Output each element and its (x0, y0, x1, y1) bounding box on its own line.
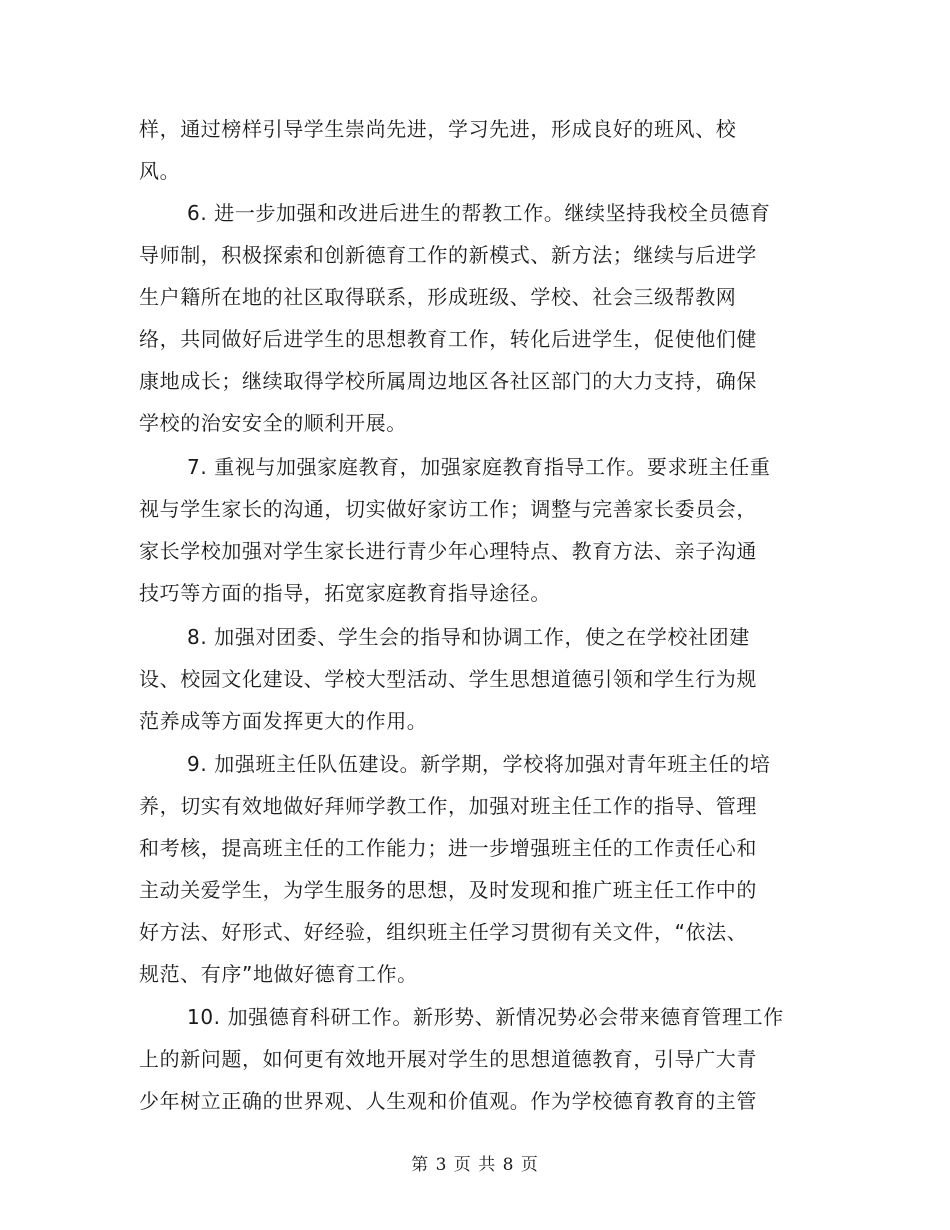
body-text-line: 好方法、好形式、好经验，组织班主任学习贯彻有关文件，“依法、 (139, 920, 748, 944)
body-text-line: 风。 (139, 159, 181, 183)
body-text-line: 范养成等方面发挥更大的作用。 (139, 709, 428, 733)
page-number-footer (0, 1153, 950, 1177)
body-text-line: 视与学生家长的沟通，切实做好家访工作；调整与完善家长委员会， (139, 497, 757, 521)
body-text-line: 络，共同做好后进学生的思想教育工作，转化后进学生，促使他们健 (139, 327, 757, 351)
paragraph-6-start: 6. 进一步加强和改进后进生的帮教工作。继续坚持我校全员德育 (187, 201, 771, 225)
body-text-line: 养，切实有效地做好拜师学教工作，加强对班主任工作的指导、管理 (139, 794, 757, 818)
body-text-line: 设、校园文化建设、学校大型活动、学生思想道德引领和学生行为规 (139, 667, 757, 691)
body-text-line: 技巧等方面的指导，拓宽家庭教育指导途径。 (139, 581, 551, 605)
current-page-number: 3 (435, 1155, 448, 1175)
page-label-prefix: 第 (411, 1155, 430, 1175)
paragraph-9-start: 9. 加强班主任队伍建设。新学期，学校将加强对青年班主任的培 (187, 752, 771, 776)
body-text-line: 上的新问题，如何更有效地开展对学生的思想道德教育，引导广大青 (139, 1047, 757, 1071)
body-text-line: 导师制，积极探索和创新德育工作的新模式、新方法；继续与后进学 (139, 243, 757, 267)
page-label-mid: 页 共 (453, 1155, 497, 1175)
body-text-line: 生户籍所在地的社区取得联系，形成班级、学校、社会三级帮教网 (139, 285, 737, 309)
body-text-line: 少年树立正确的世界观、人生观和价值观。作为学校德育教育的主管 (139, 1089, 757, 1113)
paragraph-10-start: 10. 加强德育科研工作。新形势、新情况势必会带来德育管理工作 (187, 1005, 784, 1029)
page-label-suffix: 页 (520, 1155, 539, 1175)
total-pages-number: 8 (502, 1155, 515, 1175)
body-text-line: 样，通过榜样引导学生崇尚先进，学习先进，形成良好的班风、校 (139, 117, 737, 141)
body-text-line: 学校的治安安全的顺利开展。 (139, 411, 407, 435)
body-text-line: 规范、有序”地做好德育工作。 (139, 962, 418, 986)
paragraph-8-start: 8. 加强对团委、学生会的指导和协调工作，使之在学校社团建 (187, 625, 750, 649)
body-text-line: 主动关爱学生，为学生服务的思想，及时发现和推广班主任工作中的 (139, 878, 757, 902)
paragraph-7-start: 7. 重视与加强家庭教育，加强家庭教育指导工作。要求班主任重 (187, 455, 771, 479)
body-text-line: 家长学校加强对学生家长进行青少年心理特点、教育方法、亲子沟通 (139, 539, 757, 563)
body-text-line: 和考核，提高班主任的工作能力；进一步增强班主任的工作责任心和 (139, 836, 757, 860)
body-text-line: 康地成长；继续取得学校所属周边地区各社区部门的大力支持，确保 (139, 369, 757, 393)
